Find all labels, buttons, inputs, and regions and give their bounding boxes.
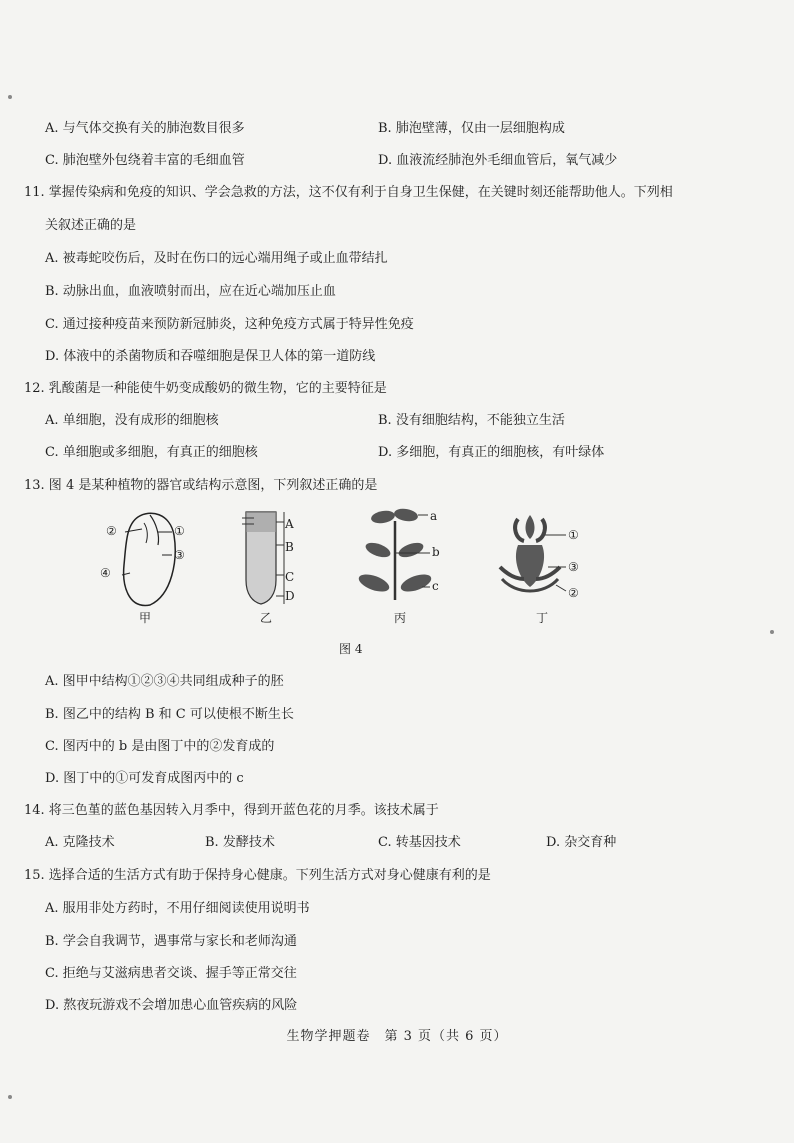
bing-label-b: b bbox=[432, 545, 440, 559]
figure-name-ding: 丁 bbox=[536, 611, 549, 625]
q11-option-c: C. 通过接种疫苗来预防新冠肺炎，这种免疫方式属于特异性免疫 bbox=[45, 317, 414, 332]
jia-label-1: ① bbox=[174, 524, 185, 538]
figure-name-yi: 乙 bbox=[260, 611, 273, 625]
q11-option-a: A. 被毒蛇咬伤后，及时在伤口的远心端用绳子或止血带结扎 bbox=[45, 251, 388, 266]
q15-option-b: B. 学会自我调节，遇事常与家长和老师沟通 bbox=[45, 934, 297, 949]
q14-option-b: B. 发酵技术 bbox=[205, 835, 275, 850]
q11-option-b: B. 动脉出血，血液喷射而出，应在近心端加压止血 bbox=[45, 284, 336, 299]
q12-option-d: D. 多细胞，有真正的细胞核，有叶绿体 bbox=[378, 445, 605, 460]
q15-stem: 15. 选择合适的生活方式有助于保持身心健康。下列生活方式对身心健康有利的是 bbox=[24, 868, 491, 883]
q12-option-a: A. 单细胞，没有成形的细胞核 bbox=[45, 413, 219, 428]
q14-stem: 14. 将三色堇的蓝色基因转入月季中，得到开蓝色花的月季。该技术属于 bbox=[24, 803, 439, 818]
yi-label-a: A bbox=[285, 517, 294, 531]
q15-option-d: D. 熬夜玩游戏不会增加患心血管疾病的风险 bbox=[45, 998, 298, 1013]
figure-name-bing: 丙 bbox=[394, 611, 407, 625]
q14-option-c: C. 转基因技术 bbox=[378, 835, 461, 850]
scan-speck bbox=[8, 95, 12, 99]
ding-label-2: ② bbox=[568, 586, 579, 600]
ding-label-1: ① bbox=[568, 528, 579, 542]
scan-speck bbox=[8, 1095, 12, 1099]
yi-label-c: C bbox=[285, 570, 295, 584]
bing-label-c: c bbox=[432, 579, 439, 593]
q11-option-d: D. 体液中的杀菌物质和吞噬细胞是保卫人体的第一道防线 bbox=[45, 349, 376, 364]
jia-label-3: ③ bbox=[174, 548, 185, 562]
q10-option-d: D. 血液流经肺泡外毛细血管后，氧气减少 bbox=[378, 153, 618, 168]
jia-label-2: ② bbox=[106, 524, 117, 538]
bing-label-a: a bbox=[430, 509, 438, 523]
figure-jia-seed bbox=[100, 505, 210, 620]
q14-option-a: A. 克隆技术 bbox=[45, 835, 115, 850]
page-footer: 生物学押题卷 第 3 页（共 6 页） bbox=[286, 1029, 508, 1044]
q13-stem: 13. 图 4 是某种植物的器官或结构示意图，下列叙述正确的是 bbox=[24, 478, 378, 493]
q11-stem-cont: 关叙述正确的是 bbox=[45, 218, 137, 233]
yi-label-d: D bbox=[285, 589, 295, 603]
yi-label-b: B bbox=[285, 540, 294, 554]
q13-option-d: D. 图丁中的①可发育成图丙中的 c bbox=[45, 771, 244, 786]
q13-option-c: C. 图丙中的 b 是由图丁中的②发育成的 bbox=[45, 739, 275, 754]
q11-stem: 11. 掌握传染病和免疫的知识、学会急救的方法，这不仅有利于自身卫生保健，在关键时刻还能帮助他人。下列相 bbox=[24, 185, 673, 200]
q12-stem: 12. 乳酸菌是一种能使牛奶变成酸奶的微生物，它的主要特征是 bbox=[24, 381, 387, 396]
q12-option-c: C. 单细胞或多细胞，有真正的细胞核 bbox=[45, 445, 258, 460]
q10-option-c: C. 肺泡壁外包绕着丰富的毛细血管 bbox=[45, 153, 245, 168]
ding-label-3: ③ bbox=[568, 560, 579, 574]
q14-option-d: D. 杂交育种 bbox=[546, 835, 617, 850]
q12-option-b: B. 没有细胞结构，不能独立生活 bbox=[378, 413, 565, 428]
figure-yi-root-tip bbox=[236, 510, 306, 610]
q15-option-c: C. 拒绝与艾滋病患者交谈、握手等正常交往 bbox=[45, 966, 297, 981]
q10-option-b: B. 肺泡壁薄，仅由一层细胞构成 bbox=[378, 121, 565, 136]
q10-option-a: A. 与气体交换有关的肺泡数目很多 bbox=[45, 121, 245, 136]
q15-option-a: A. 服用非处方药时，不用仔细阅读使用说明书 bbox=[45, 901, 310, 916]
figure-name-jia: 甲 bbox=[139, 611, 152, 625]
q13-option-a: A. 图甲中结构①②③④共同组成种子的胚 bbox=[45, 674, 284, 689]
scan-speck bbox=[770, 630, 774, 634]
figure-caption: 图 4 bbox=[339, 642, 363, 656]
q13-option-b: B. 图乙中的结构 B 和 C 可以使根不断生长 bbox=[45, 707, 294, 722]
jia-label-4: ④ bbox=[100, 566, 111, 580]
